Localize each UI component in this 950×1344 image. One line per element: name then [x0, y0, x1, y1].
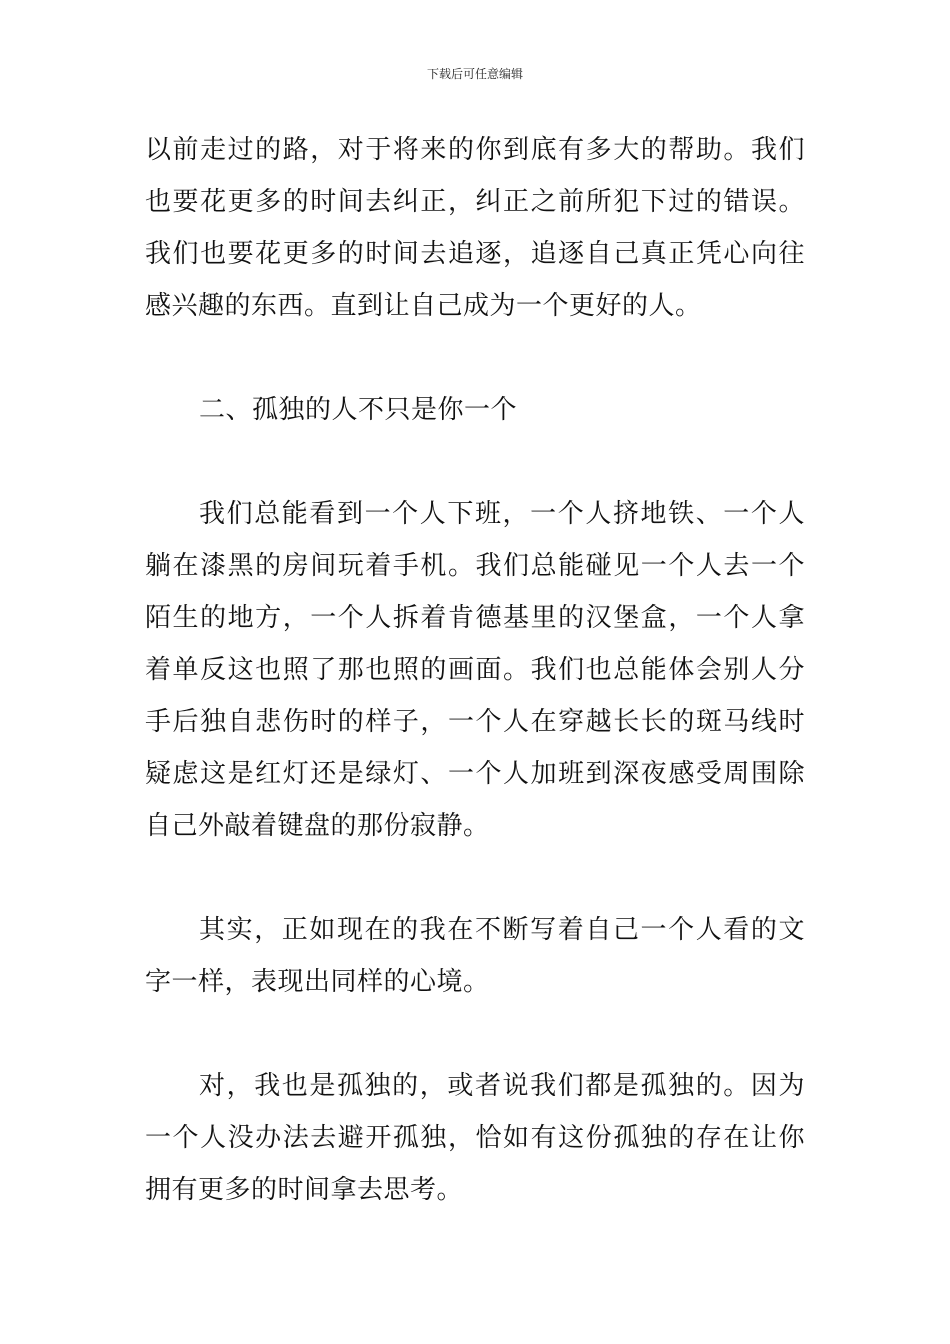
paragraph-continuation: 以前走过的路，对于将来的你到底有多大的帮助。我们也要花更多的时间去纠正，纠正之前所犯下过的错误。我们也要花更多的时间去追逐，追逐自己真正凭心向往感兴趣的东西。直到让自己成为一个更好的人。 [145, 135, 805, 321]
document-body [145, 124, 805, 1216]
paragraph: 我们总能看到一个人下班，一个人挤地铁、一个人躺在漆黑的房间玩着手机。我们总能碰见一个人去一个陌生的地方，一个人拆着肯德基里的汉堡盒，一个人拿着单反这也照了那也照的画面。我们也总能体会别人分手后独自悲伤时的样子，一个人在穿越长长的斑马线时疑虑这是红灯还是绿灯、一个人加班到深夜感受周围除自己外敲着键盘的那份寂静。 [145, 499, 805, 841]
paragraph: 对，我也是孤独的，或者说我们都是孤独的。因为一个人没办法去避开孤独，恰如有这份孤独的存在让你拥有更多的时间拿去思考。 [145, 1071, 805, 1205]
header-note: 下载后可任意编辑 [426, 67, 523, 81]
paragraph: 其实，正如现在的我在不断写着自己一个人看的文字一样，表现出同样的心境。 [145, 915, 805, 997]
section-heading: 二、孤独的人不只是你一个 [199, 395, 518, 425]
